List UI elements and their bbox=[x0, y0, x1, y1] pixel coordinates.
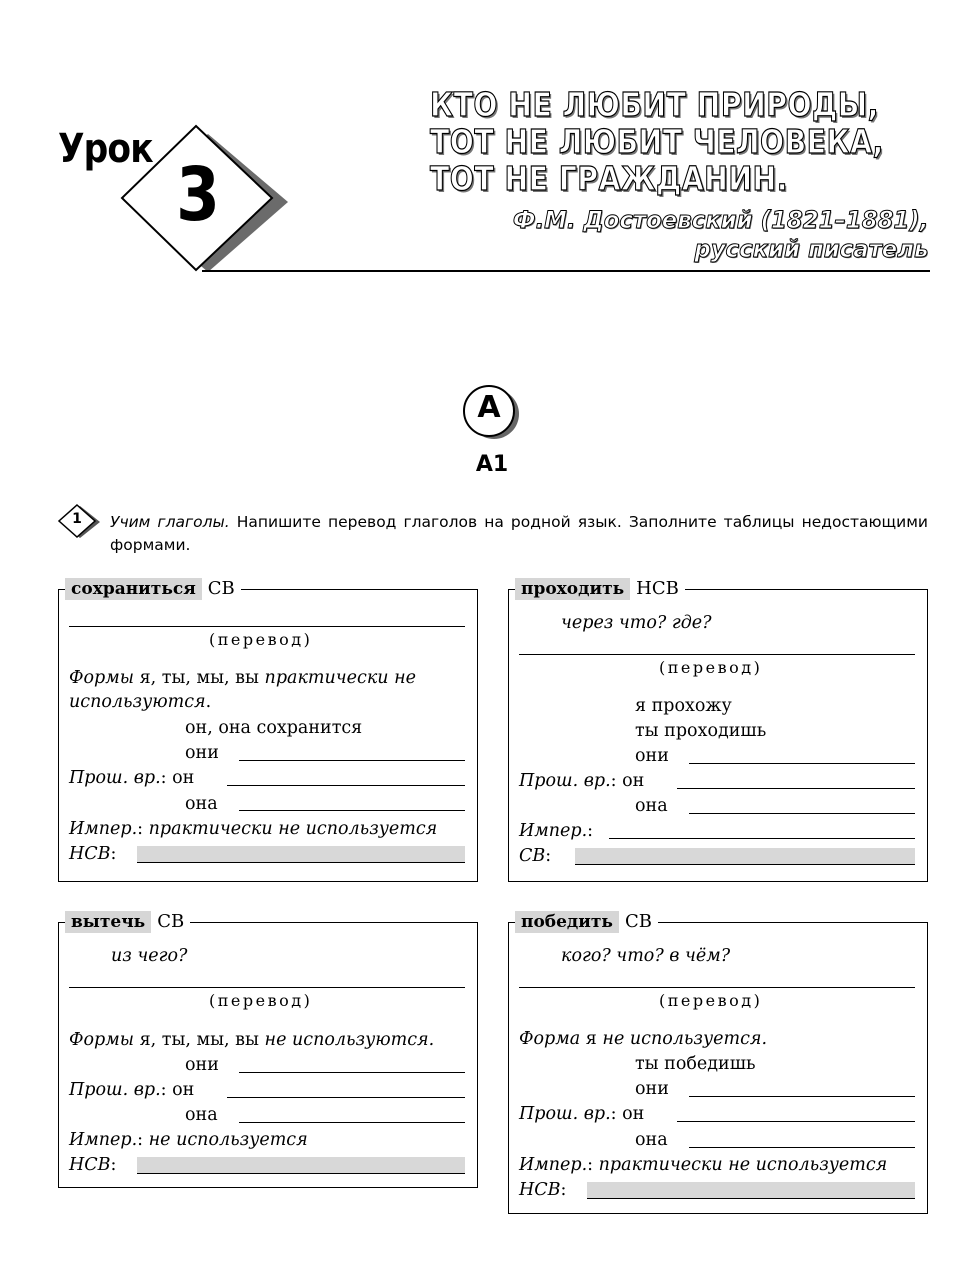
form-oni-field[interactable] bbox=[239, 760, 465, 761]
verb-infinitive: сохраниться bbox=[65, 578, 202, 600]
aspect-pair-row bbox=[69, 1153, 116, 1177]
form-ty: ты победишь bbox=[635, 1054, 756, 1074]
task-intro: Учим глаголы. bbox=[110, 513, 230, 531]
quote-line: ТОТ НЕ ЛЮБИТ ЧЕЛОВЕКА, bbox=[430, 122, 884, 161]
colon: : bbox=[560, 1180, 567, 1200]
form-oni-field[interactable] bbox=[689, 1096, 915, 1097]
past-ona-field[interactable] bbox=[239, 1122, 465, 1123]
past-on-label: он bbox=[622, 1104, 645, 1124]
past-tense-row bbox=[519, 769, 644, 793]
verb-infinitive: вытечь bbox=[65, 911, 151, 933]
author-line: русский писатель bbox=[693, 235, 928, 263]
imperative-label: Импер. bbox=[69, 819, 138, 839]
verb-box-sokhranitsya bbox=[58, 578, 478, 882]
imperative-row bbox=[519, 819, 593, 843]
imperative-value: практически не используется bbox=[598, 1155, 888, 1175]
forms-label: Формы bbox=[69, 668, 135, 688]
author-line: Ф.М. Достоевский (1821–1881), bbox=[512, 206, 928, 234]
past-label: Прош. вр. bbox=[519, 771, 611, 791]
verb-infinitive: проходить bbox=[515, 578, 630, 600]
colon: : bbox=[110, 844, 117, 864]
translation-field[interactable] bbox=[69, 626, 465, 627]
verb-government: через что? где? bbox=[561, 613, 712, 633]
task-instruction bbox=[110, 511, 928, 557]
past-ona-label: она bbox=[635, 796, 668, 816]
past-on-field[interactable] bbox=[227, 1097, 465, 1098]
aspect-pair-field[interactable] bbox=[587, 1182, 915, 1199]
past-label: Прош. вр. bbox=[519, 1104, 611, 1124]
task-number-badge bbox=[58, 504, 104, 540]
forms-note-cont bbox=[69, 690, 211, 714]
past-label: Прош. вр. bbox=[69, 768, 161, 788]
colon: : bbox=[610, 771, 617, 791]
epigraph-quote bbox=[430, 85, 884, 198]
past-ona-field[interactable] bbox=[689, 1147, 915, 1148]
verb-aspect: СВ bbox=[157, 911, 185, 932]
aspect-pair-label: НСВ bbox=[519, 1180, 561, 1200]
verb-infinitive: победить bbox=[515, 911, 619, 933]
lesson-label: Урок bbox=[58, 126, 153, 172]
forms-note-text: не используются. bbox=[264, 1030, 435, 1050]
quote-line: КТО НЕ ЛЮБИТ ПРИРОДЫ, bbox=[430, 85, 879, 124]
aspect-pair-row bbox=[519, 844, 551, 868]
forms-dot: . bbox=[205, 692, 212, 712]
task-number: 1 bbox=[72, 511, 82, 527]
forms-label: Формы bbox=[69, 1030, 135, 1050]
colon: : bbox=[587, 821, 594, 841]
translation-label: (перевод) bbox=[209, 991, 313, 1010]
past-ona-label: она bbox=[635, 1130, 668, 1150]
section-code: А1 bbox=[475, 452, 509, 477]
past-on-label: он bbox=[172, 1080, 195, 1100]
forms-note-text: практически не bbox=[264, 668, 416, 688]
imperative-row bbox=[519, 1153, 887, 1177]
colon: : bbox=[160, 1080, 167, 1100]
past-on-label: он bbox=[622, 771, 645, 791]
section-letter: А bbox=[477, 390, 501, 425]
verb-box-prokhodit bbox=[508, 578, 928, 882]
translation-field[interactable] bbox=[69, 987, 465, 988]
form-ty: ты проходишь bbox=[635, 721, 767, 741]
forms-note bbox=[519, 1027, 767, 1051]
form-oni-label: они bbox=[635, 1079, 669, 1099]
translation-field[interactable] bbox=[519, 654, 915, 655]
translation-field[interactable] bbox=[519, 987, 915, 988]
aspect-pair-label: НСВ bbox=[69, 844, 111, 864]
epigraph-author bbox=[512, 206, 928, 264]
colon: : bbox=[110, 1155, 117, 1175]
past-tense-row bbox=[69, 766, 194, 790]
verb-box-pobedit bbox=[508, 911, 928, 1214]
colon: : bbox=[137, 1130, 144, 1150]
form-on-ona: он, она сохранится bbox=[185, 718, 363, 738]
form-oni-label: они bbox=[185, 1055, 219, 1075]
imperative-label: Импер. bbox=[519, 821, 588, 841]
aspect-pair-field[interactable] bbox=[575, 848, 915, 865]
imperative-label: Импер. bbox=[519, 1155, 588, 1175]
section-badge bbox=[462, 384, 524, 442]
lesson-number: 3 bbox=[176, 152, 220, 238]
aspect-pair-label: НСВ bbox=[69, 1155, 111, 1175]
forms-note-text: используются bbox=[69, 692, 206, 712]
verb-box-title bbox=[65, 909, 190, 935]
form-ya: я прохожу bbox=[635, 696, 732, 716]
forms-note bbox=[69, 666, 416, 690]
form-oni-label: они bbox=[635, 746, 669, 766]
forms-note bbox=[69, 1028, 434, 1052]
aspect-pair-field[interactable] bbox=[137, 1157, 465, 1174]
past-label: Прош. вр. bbox=[69, 1080, 161, 1100]
past-ona-field[interactable] bbox=[239, 810, 465, 811]
imperative-label: Импер. bbox=[69, 1130, 138, 1150]
past-on-field[interactable] bbox=[227, 785, 465, 786]
forms-note-text: не используется. bbox=[602, 1029, 768, 1049]
verb-box-title bbox=[515, 576, 685, 602]
aspect-pair-row bbox=[519, 1178, 566, 1202]
task-body: Напишите перевод глаголов на родной язык. Заполните таблицы недостающими формами. bbox=[110, 513, 928, 554]
form-oni-field[interactable] bbox=[239, 1072, 465, 1073]
past-on-label: он bbox=[172, 768, 195, 788]
verb-aspect: СВ bbox=[207, 578, 235, 599]
colon: : bbox=[160, 768, 167, 788]
aspect-pair-row bbox=[69, 842, 116, 866]
imperative-value: не используется bbox=[148, 1130, 308, 1150]
colon: : bbox=[545, 846, 552, 866]
imperative-row bbox=[69, 817, 437, 841]
verb-government: кого? что? в чём? bbox=[561, 946, 731, 966]
quote-line: ТОТ НЕ ГРАЖДАНИН. bbox=[430, 159, 788, 198]
form-oni-label: они bbox=[185, 743, 219, 763]
verb-box-title bbox=[65, 576, 241, 602]
past-ona-field[interactable] bbox=[689, 813, 915, 814]
past-ona-label: она bbox=[185, 1105, 218, 1125]
translation-label: (перевод) bbox=[659, 658, 763, 677]
verb-box-title bbox=[515, 909, 658, 935]
translation-label: (перевод) bbox=[659, 991, 763, 1010]
colon: : bbox=[610, 1104, 617, 1124]
colon: : bbox=[587, 1155, 594, 1175]
forms-pronouns: я bbox=[585, 1029, 597, 1049]
aspect-pair-label: СВ bbox=[519, 846, 546, 866]
verb-box-vytech bbox=[58, 911, 478, 1188]
verb-aspect: НСВ bbox=[636, 578, 679, 599]
aspect-pair-field[interactable] bbox=[137, 846, 465, 863]
lesson-number-badge bbox=[120, 122, 295, 277]
imperative-value: практически не используется bbox=[148, 819, 438, 839]
past-on-field[interactable] bbox=[677, 788, 915, 789]
verb-aspect: СВ bbox=[624, 911, 652, 932]
form-oni-field[interactable] bbox=[689, 763, 915, 764]
imperative-row bbox=[69, 1128, 308, 1152]
forms-pronouns: я, ты, мы, вы bbox=[139, 668, 259, 688]
past-tense-row bbox=[69, 1078, 194, 1102]
imperative-field[interactable] bbox=[609, 838, 915, 839]
header-divider bbox=[202, 270, 930, 272]
forms-pronouns: я, ты, мы, вы bbox=[139, 1030, 259, 1050]
forms-label: Форма bbox=[519, 1029, 581, 1049]
verb-government: из чего? bbox=[111, 946, 188, 966]
colon: : bbox=[137, 819, 144, 839]
past-on-field[interactable] bbox=[677, 1121, 915, 1122]
translation-label: (перевод) bbox=[209, 630, 313, 649]
past-ona-label: она bbox=[185, 794, 218, 814]
past-tense-row bbox=[519, 1102, 644, 1126]
